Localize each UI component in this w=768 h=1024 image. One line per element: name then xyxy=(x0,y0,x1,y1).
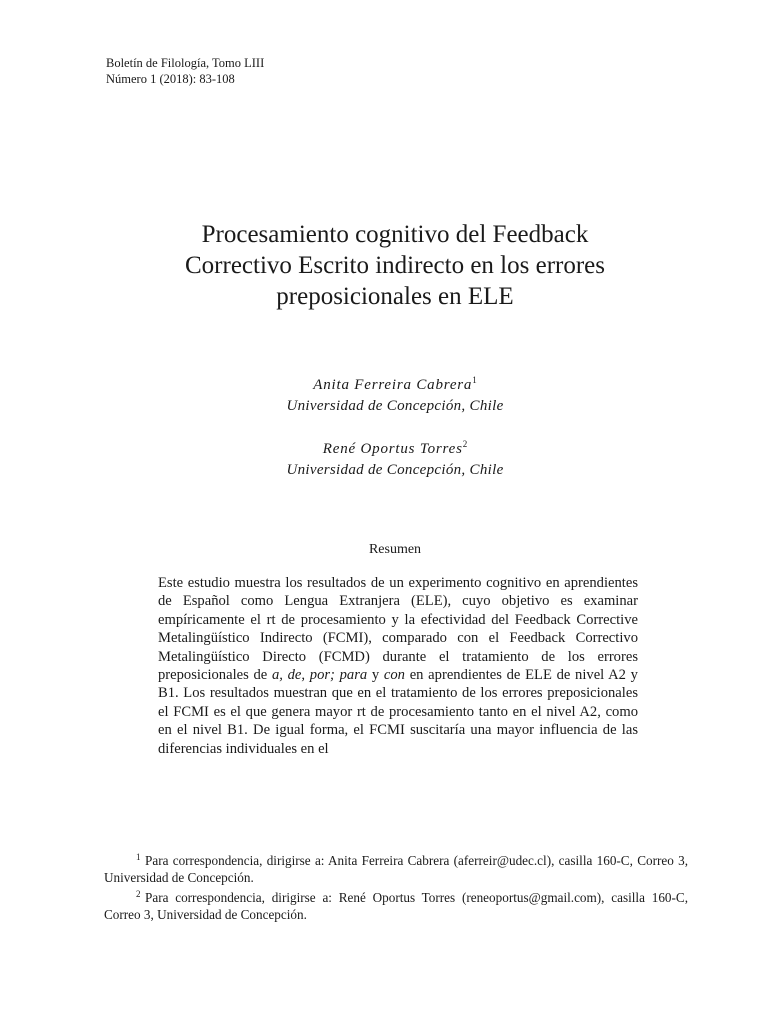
author-2 xyxy=(100,434,690,481)
footnote-1-number: 1 xyxy=(136,852,141,862)
journal-issue: Número 1 (2018): 83-108 xyxy=(106,72,235,86)
title-line-1: Procesamiento cognitivo del Feedback xyxy=(201,221,589,248)
author-2-footnote-ref: 2 xyxy=(462,439,468,449)
abstract-heading: Resumen xyxy=(368,542,422,557)
author-1 xyxy=(100,370,690,417)
paper-title xyxy=(100,219,690,312)
abstract-text-2: y xyxy=(367,667,384,684)
author-2-name: René Oportus Torres xyxy=(322,441,463,457)
abstract-body xyxy=(158,574,638,758)
abstract-text-3: en aprendientes de ELE de nivel A2 y B1. Los resultados muestran que en el tratamiento de los errores preposicionales el FCMI es el que genera mayor rt de procesamiento tanto en el nivel A2, como en el nivel B1. De igual forma, el FCMI suscitaría una mayor influencia de las diferencias individuales en el xyxy=(158,667,638,757)
footnote-1-text: Para correspondencia, dirigirse a: Anita Ferreira Cabrera (aferreir@udec.cl), casilla 160-C, Correo 3, Universidad de Concepción. xyxy=(104,853,688,885)
abstract-prepositions-1: a, de, por; para xyxy=(271,667,368,684)
footnotes xyxy=(104,849,688,923)
abstract-text-1: Este estudio muestra los resultados de un experimento cognitivo en aprendientes de Español como Lengua Extranjera (ELE), cuyo objetivo es examinar empíricamente el rt de procesamiento y la efectividad del Feedback Corrective Metalingüístico Indirecto (FCMI), comparado con el Feedback Correctivo Metalingüístico Directo (FCMD) durante el tratamiento de los errores preposicionales de xyxy=(158,575,638,684)
footnote-2-text: Para correspondencia, dirigirse a: René Oportus Torres (reneoportus@gmail.com), casilla 160-C, Correo 3, Universidad de Concepción. xyxy=(104,890,688,922)
journal-header xyxy=(106,55,264,87)
footnote-2-number: 2 xyxy=(136,889,141,899)
title-line-3: preposicionales en ELE xyxy=(276,283,514,310)
author-2-affiliation: Universidad de Concepción, Chile xyxy=(286,462,504,478)
title-line-2: Correctivo Escrito indirecto en los errores xyxy=(185,252,605,279)
journal-name: Boletín de Filología, Tomo LIII xyxy=(106,56,265,70)
author-1-affiliation: Universidad de Concepción, Chile xyxy=(286,398,504,414)
footnote-1 xyxy=(104,849,688,886)
abstract-prepositions-2: con xyxy=(383,667,405,684)
author-1-name: Anita Ferreira Cabrera xyxy=(313,377,473,393)
author-1-footnote-ref: 1 xyxy=(472,375,477,385)
footnote-2 xyxy=(104,886,688,923)
